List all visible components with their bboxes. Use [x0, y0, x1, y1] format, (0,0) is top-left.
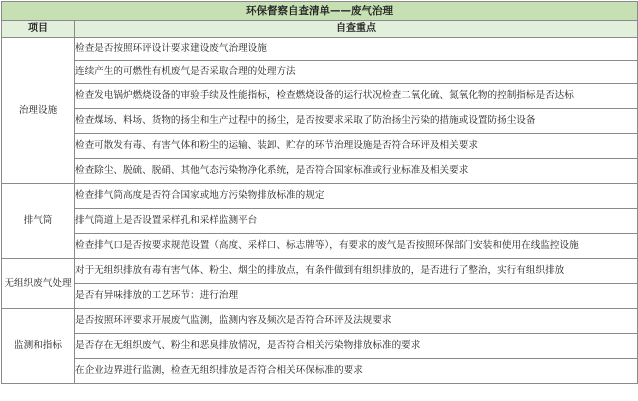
check-item: 检查排气口是否按要求规范设置（高度、采样口、标志牌等），有要求的废气是否按照环保部门安装和使用在线监控设施	[75, 234, 638, 259]
check-item: 检查是否按照环评设计要求建设废气治理设施	[75, 38, 638, 61]
check-item: 检查发电锅炉燃烧设备的审验手续及性能指标，检查燃烧设备的运行状况检查二氧化硫、氮氧化物的控制指标是否达标	[75, 84, 638, 109]
check-item: 在企业边界进行监测，检查无组织排放是否符合相关环保标准的要求	[75, 359, 638, 384]
check-item: 检查除尘、脱硫、脱硝、其他气态污染物净化系统，是否符合国家标准或行业标准及相关要求	[75, 159, 638, 184]
checklist-table	[1, 1, 638, 384]
table-title: 环保督察自查清单——废气治理	[2, 2, 638, 21]
check-item: 检查煤场、料场、货物的扬尘和生产过程中的扬尘，是否按要求采取了防治扬尘污染的措施或设置防扬尘设备	[75, 109, 638, 134]
category-fugitive-emission: 无组织废气处理	[2, 259, 75, 309]
check-item: 连续产生的可燃性有机废气是否采取合理的处理方法	[75, 61, 638, 84]
check-item: 是否有异味排放的工艺环节：进行治理	[75, 284, 638, 309]
check-item: 检查可散发有毒、有害气体和粉尘的运输、装卸、贮存的环节治理设施是否符合环评及相关要求	[75, 134, 638, 159]
check-item: 是否存在无组织废气、粉尘和恶臭排放情况，是否符合相关污染物排放标准的要求	[75, 334, 638, 359]
header-check-points: 自查重点	[75, 21, 638, 38]
check-item: 对于无组织排放有毒有害气体、粉尘、烟尘的排放点，有条件做到有组织排放的，是否进行了整治，实行有组织排放	[75, 259, 638, 284]
category-monitoring-indicators: 监测和指标	[2, 309, 75, 384]
check-item: 检查排气筒高度是否符合国家或地方污染物排放标准的规定	[75, 184, 638, 209]
check-item: 是否按照环评要求开展废气监测，监测内容及频次是否符合环评及法规要求	[75, 309, 638, 334]
header-project: 项目	[2, 21, 75, 38]
category-treatment-facilities: 治理设施	[2, 38, 75, 184]
check-item: 排气筒道上是否设置采样孔和采样监测平台	[75, 209, 638, 234]
checklist-sheet	[1, 1, 637, 399]
category-exhaust-stack: 排气筒	[2, 184, 75, 259]
